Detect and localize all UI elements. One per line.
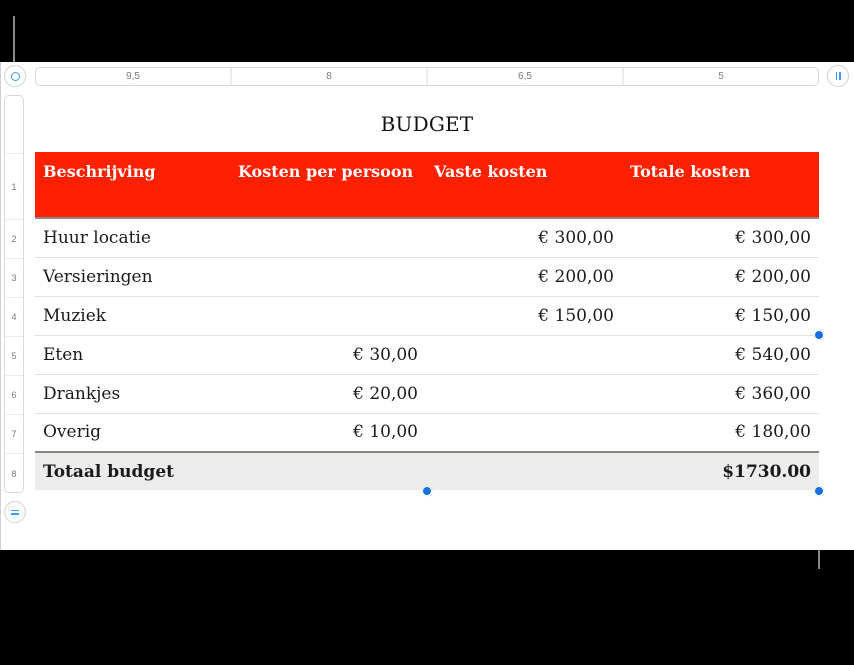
- document-canvas: [0, 62, 854, 550]
- header-cell-total[interactable]: Totale kosten: [622, 152, 819, 218]
- row-header-bar: [4, 95, 24, 493]
- cell-fixed[interactable]: [426, 374, 622, 413]
- table-row: [35, 218, 819, 257]
- cell-total[interactable]: € 360,00: [622, 374, 819, 413]
- cell-fixed[interactable]: € 300,00: [426, 218, 622, 257]
- row-header-6[interactable]: 6: [5, 375, 23, 414]
- table-title[interactable]: BUDGET: [380, 112, 474, 136]
- row-header-5[interactable]: 5: [5, 336, 23, 375]
- row-header-7[interactable]: 7: [5, 414, 23, 453]
- row-header-2[interactable]: 2: [5, 219, 23, 258]
- header-cell-fixed[interactable]: Vaste kosten: [426, 152, 622, 218]
- cell-description[interactable]: Overig: [35, 413, 230, 452]
- cell-per-person[interactable]: € 10,00: [230, 413, 426, 452]
- row-header-4[interactable]: 4: [5, 297, 23, 336]
- cell-description[interactable]: Muziek: [35, 296, 230, 335]
- table-row: [35, 257, 819, 296]
- cell-per-person[interactable]: [230, 257, 426, 296]
- footer-cell-total[interactable]: $1730.00: [622, 452, 819, 490]
- cell-total[interactable]: € 150,00: [622, 296, 819, 335]
- cell-description[interactable]: Versieringen: [35, 257, 230, 296]
- column-header-c[interactable]: 6,5: [428, 68, 624, 85]
- cell-description[interactable]: Drankjes: [35, 374, 230, 413]
- cell-per-person[interactable]: [230, 218, 426, 257]
- resize-handle-bottom[interactable]: [422, 486, 432, 496]
- table-row: [35, 413, 819, 452]
- footer-cell-label[interactable]: Totaal budget: [35, 452, 230, 490]
- cell-total[interactable]: € 200,00: [622, 257, 819, 296]
- row-header-1[interactable]: 1: [5, 153, 23, 219]
- cell-per-person[interactable]: [230, 296, 426, 335]
- cell-total[interactable]: € 300,00: [622, 218, 819, 257]
- select-table-button[interactable]: [4, 65, 26, 87]
- table-row: [35, 335, 819, 374]
- table-row: [35, 296, 819, 335]
- cell-per-person[interactable]: € 30,00: [230, 335, 426, 374]
- cell-fixed[interactable]: € 200,00: [426, 257, 622, 296]
- budget-table: [35, 152, 819, 490]
- add-row-button[interactable]: [4, 501, 26, 523]
- table-row: [35, 374, 819, 413]
- row-header-3[interactable]: 3: [5, 258, 23, 297]
- row-header-title[interactable]: [5, 96, 23, 153]
- column-header-d[interactable]: 5: [718, 71, 724, 82]
- cell-fixed[interactable]: € 150,00: [426, 296, 622, 335]
- footer-cell-fixed[interactable]: [426, 452, 622, 490]
- circle-ring-icon: [11, 72, 20, 81]
- resize-handle-corner[interactable]: [814, 486, 824, 496]
- callout-line-top: [13, 16, 15, 62]
- footer-row: [35, 452, 819, 490]
- cell-total[interactable]: € 540,00: [622, 335, 819, 374]
- header-cell-per-person[interactable]: Kosten per persoon: [230, 152, 426, 218]
- header-cell-description[interactable]: Beschrijving: [35, 152, 230, 218]
- double-bar-icon: [836, 72, 841, 80]
- cell-total[interactable]: € 180,00: [622, 413, 819, 452]
- row-header-8[interactable]: 8: [5, 453, 23, 493]
- resize-handle-right[interactable]: [814, 330, 824, 340]
- add-column-button[interactable]: [827, 65, 849, 87]
- cell-fixed[interactable]: [426, 335, 622, 374]
- equals-icon: [11, 510, 19, 515]
- cell-fixed[interactable]: [426, 413, 622, 452]
- column-header-bar: [35, 67, 819, 86]
- cell-description[interactable]: Huur locatie: [35, 218, 230, 257]
- header-row: [35, 152, 819, 218]
- cell-description[interactable]: Eten: [35, 335, 230, 374]
- footer-cell-per-person[interactable]: [230, 452, 426, 490]
- cell-per-person[interactable]: € 20,00: [230, 374, 426, 413]
- column-header-a[interactable]: 9,5: [36, 68, 232, 85]
- column-header-b[interactable]: 8: [232, 68, 428, 85]
